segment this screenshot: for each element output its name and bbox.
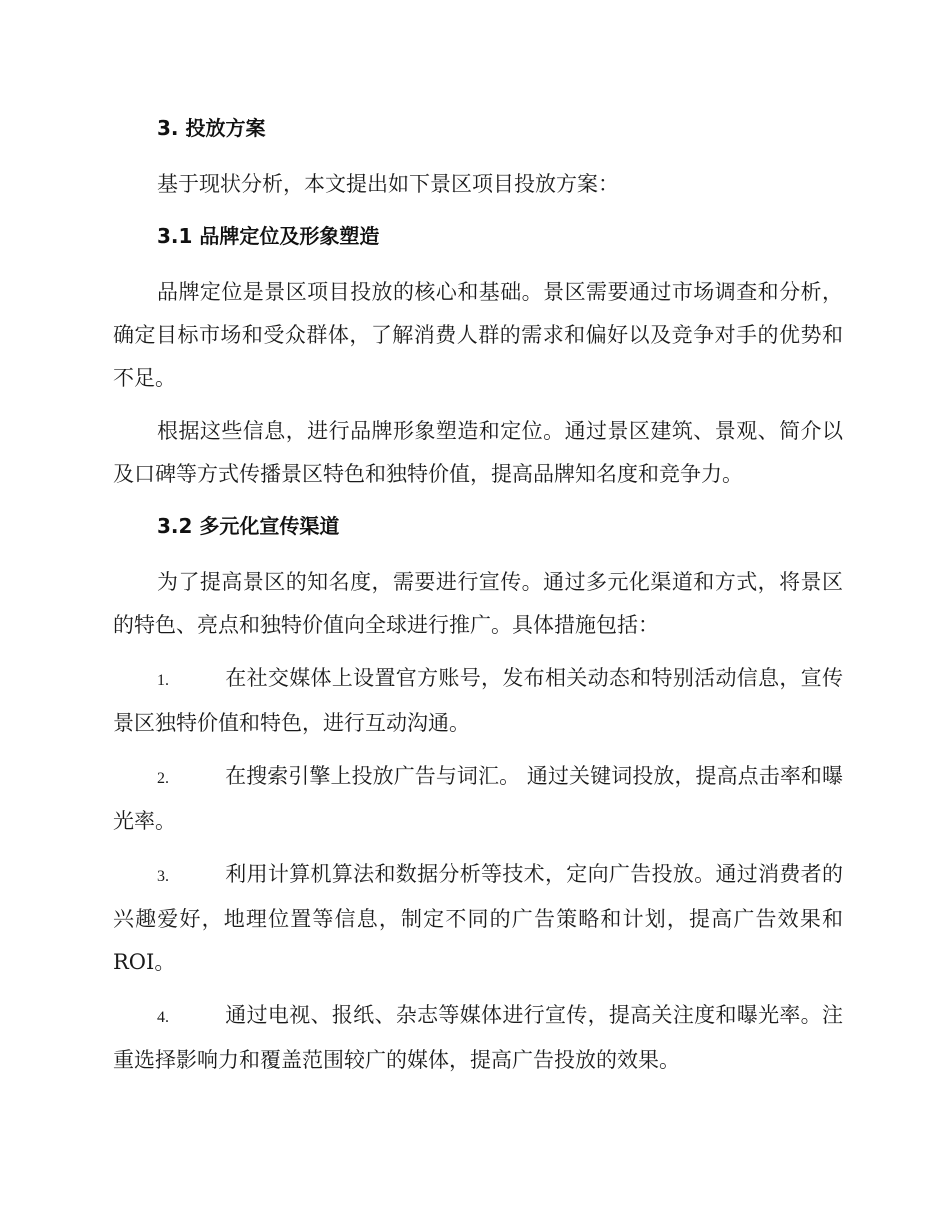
list-item-text: 在社交媒体上设置官方账号，发布相关动态和特别活动信息，宣传景区独特价值和特色，进行互动沟通。: [113, 666, 843, 735]
paragraph-brand-image: 根据这些信息，进行品牌形象塑造和定位。通过景区建筑、景观、简介以及口碑等方式传播景区特色和独特价值，提高品牌知名度和竞争力。: [113, 419, 843, 486]
list-item-text: 在搜索引擎上投放广告与词汇。 通过关键词投放，提高点击率和曝光率。: [113, 764, 843, 833]
list-item-text: 通过电视、报纸、杂志等媒体进行宣传，提高关注度和曝光率。注重选择影响力和覆盖范围较广的媒体，提高广告投放的效果。: [113, 1003, 843, 1072]
list-item-text: 利用计算机算法和数据分析等技术，定向广告投放。通过消费者的兴趣爱好，地理位置等信息，制定不同的广告策略和计划，提高广告效果和ROI。: [113, 862, 843, 974]
document-body: [113, 108, 843, 1092]
list-item: [113, 657, 843, 745]
list-item-number: 1.: [157, 672, 169, 689]
list-item: [113, 755, 843, 843]
list-item-number: 4.: [157, 1009, 169, 1026]
paragraph-brand-positioning: 品牌定位是景区项目投放的核心和基础。景区需要通过市场调查和分析，确定目标市场和受众群体，了解消费人群的需求和偏好以及竞争对手的优势和不足。: [113, 280, 843, 390]
section-3-2-intro: 为了提高景区的知名度，需要进行宣传。通过多元化渠道和方式，将景区的特色、亮点和独特价值向全球进行推广。具体措施包括：: [113, 570, 843, 637]
section-heading-3: 3. 投放方案: [157, 116, 266, 140]
section-3-intro: 基于现状分析，本文提出如下景区项目投放方案：: [157, 172, 619, 196]
list-item: [113, 994, 843, 1082]
section-heading-3-1: 3.1 品牌定位及形象塑造: [157, 224, 380, 248]
list-item-number: 2.: [157, 770, 169, 787]
list-item-number: 3.: [157, 868, 169, 885]
section-heading-3-2: 3.2 多元化宣传渠道: [157, 514, 340, 538]
list-item: [113, 853, 843, 984]
